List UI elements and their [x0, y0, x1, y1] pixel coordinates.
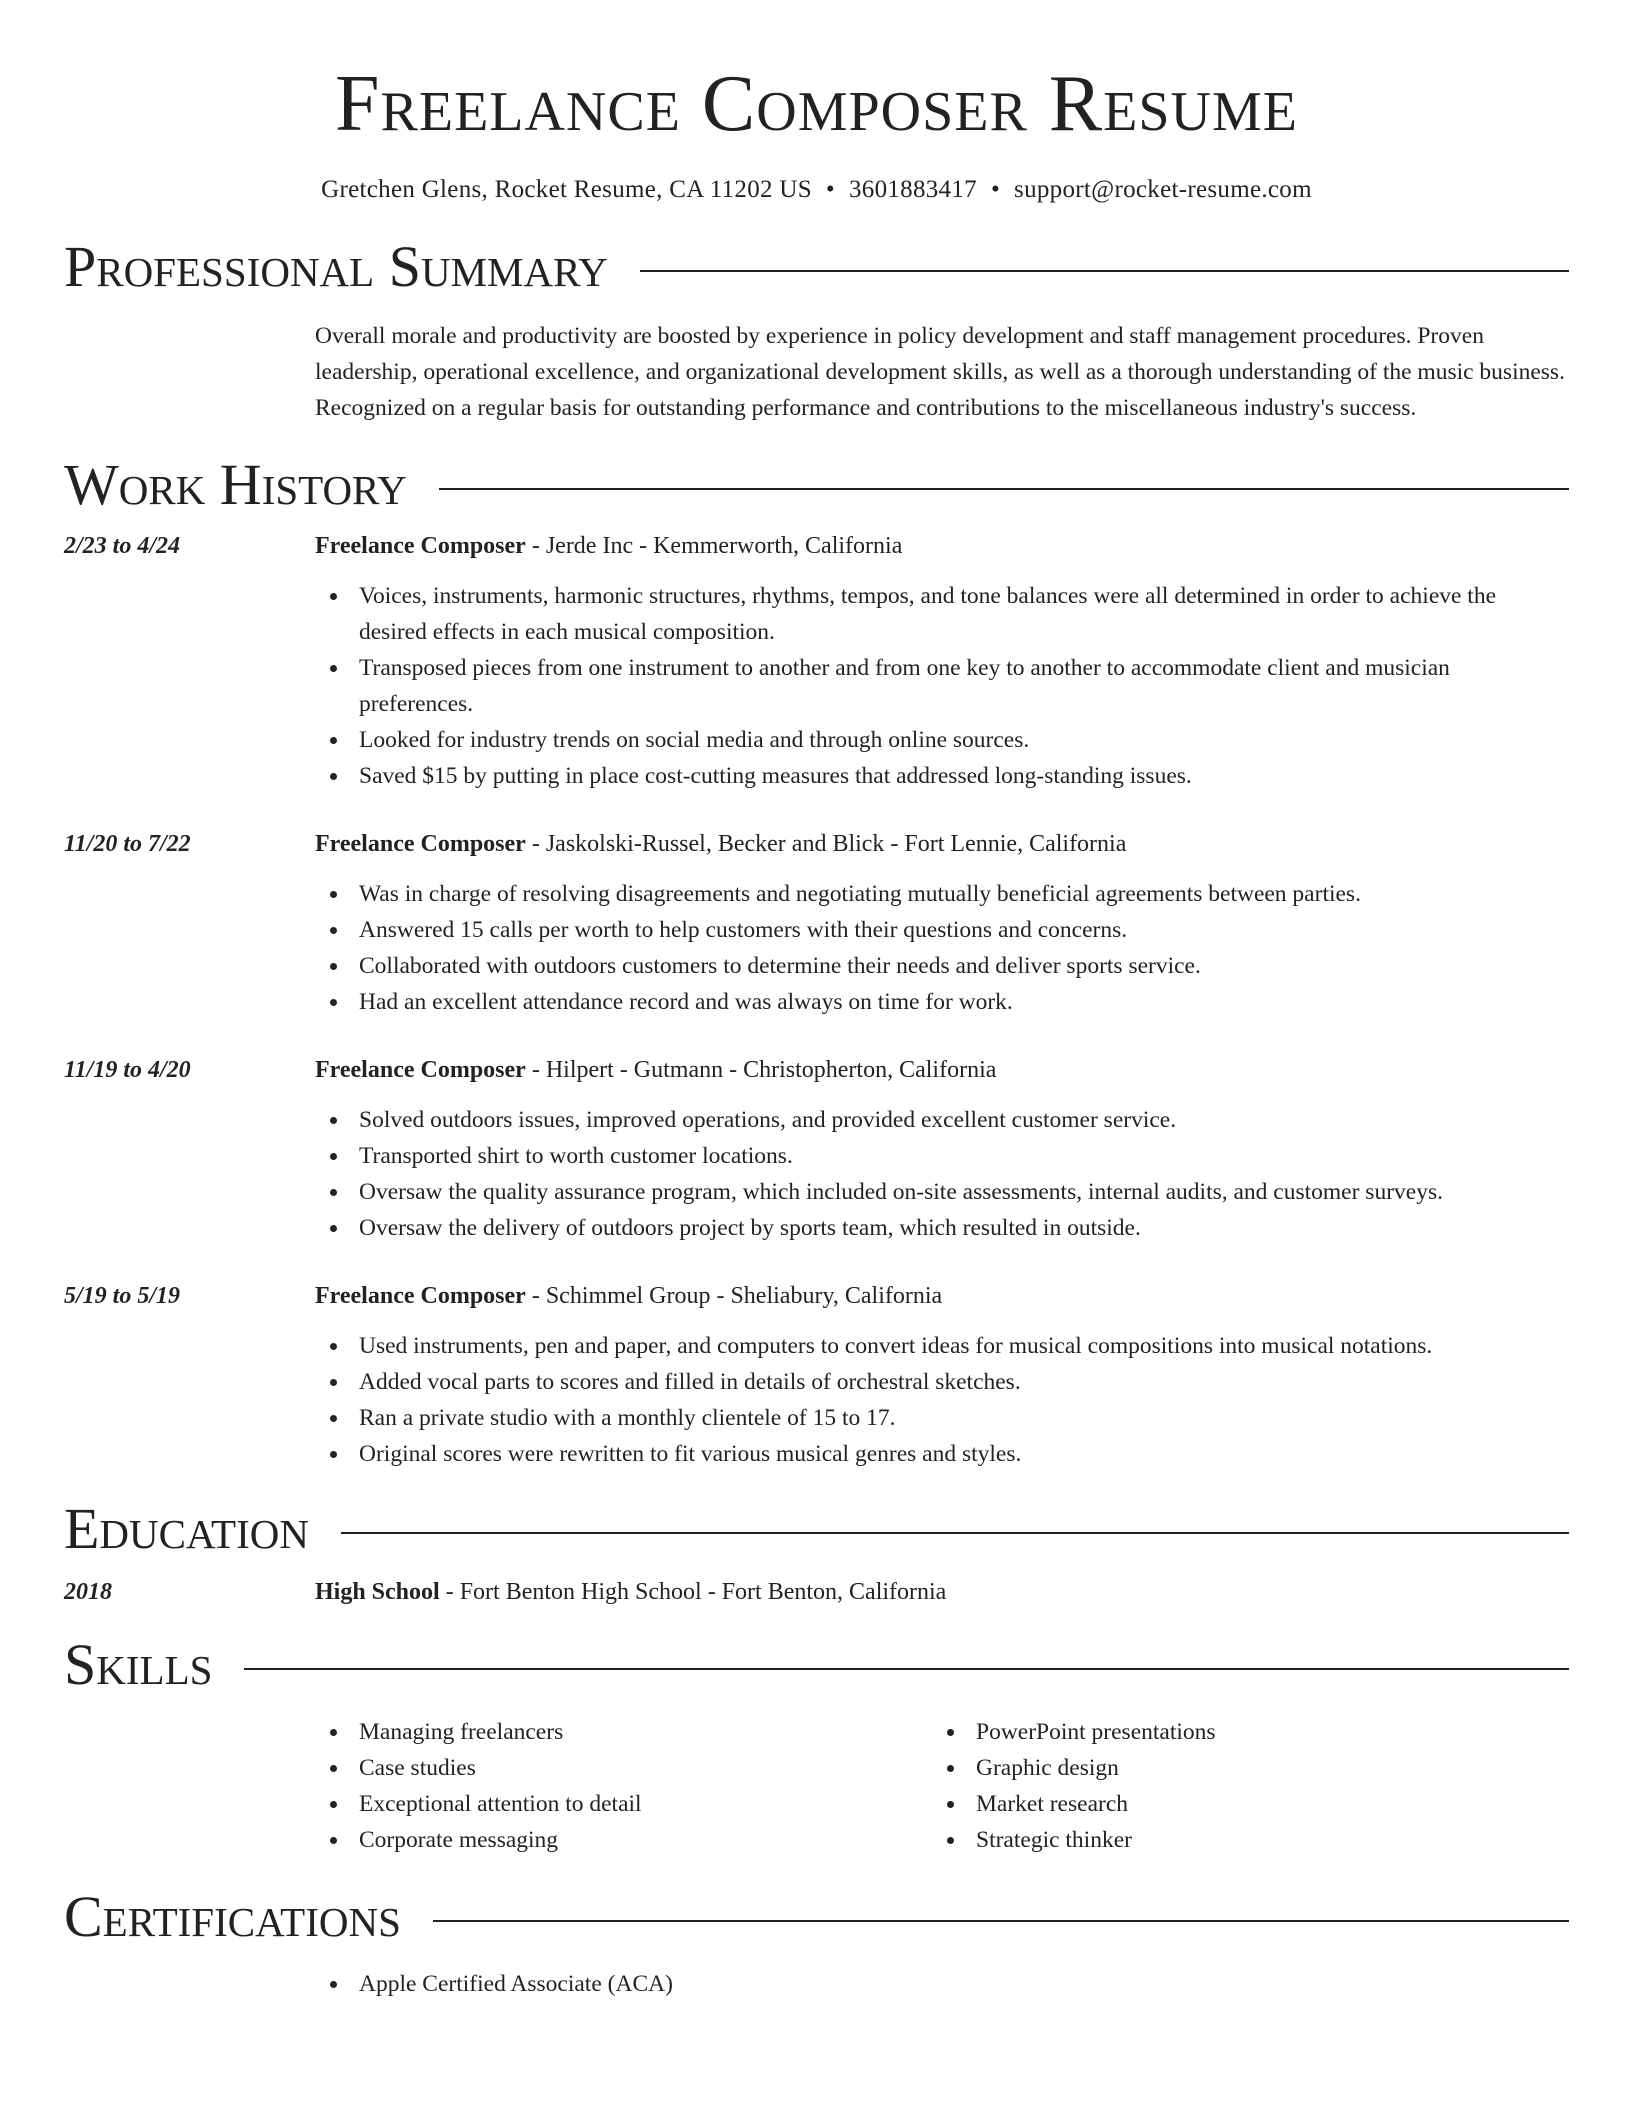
list-item: Answered 15 calls per worth to help customers with their questions and concerns.	[315, 912, 1569, 948]
certifications-list	[315, 1966, 1569, 2002]
section-divider	[341, 1532, 1569, 1534]
skill-item: PowerPoint presentations	[932, 1714, 1549, 1750]
skill-item: Case studies	[315, 1750, 932, 1786]
list-item: Saved $15 by putting in place cost-cutting measures that addressed long-standing issues.	[315, 758, 1569, 794]
job-dates: 11/20 to 7/22	[64, 831, 191, 857]
summary-text: Overall morale and productivity are boosted by experience in policy development and staff management procedures. Proven leadership, operational excellence, and organizational development skills, as well as a thorough understanding of the music business. Recognized on a regular basis for outstanding performance and contributions to the miscellaneous industry's success.	[315, 323, 1565, 421]
skills-list-left	[315, 1714, 932, 1858]
list-item: Original scores were rewritten to fit various musical genres and styles.	[315, 1436, 1569, 1472]
job-entry	[64, 826, 1569, 1020]
job-role: Freelance Composer	[315, 1283, 526, 1309]
education-degree: High School	[315, 1579, 440, 1605]
work-heading: Work History	[64, 452, 407, 517]
list-item: Voices, instruments, harmonic structures, rhythms, tempos, and tone balances were all determined in order to achieve the desired effects in each musical composition.	[315, 578, 1569, 650]
contact-phone: 3601883417	[848, 176, 977, 203]
summary-section-header	[64, 234, 1569, 299]
list-item: Had an excellent attendance record and was always on time for work.	[315, 984, 1569, 1020]
summary-heading: Professional Summary	[64, 234, 608, 299]
list-item: Oversaw the delivery of outdoors project by sports team, which resulted in outside.	[315, 1210, 1569, 1246]
education-year: 2018	[64, 1579, 112, 1605]
job-bullets	[315, 1328, 1569, 1472]
job-role: Freelance Composer	[315, 831, 526, 857]
education-section-header	[64, 1496, 1569, 1561]
skills-heading: Skills	[64, 1632, 213, 1697]
job-bullets	[315, 1102, 1569, 1246]
skill-item: Graphic design	[932, 1750, 1549, 1786]
list-item: Transported shirt to worth customer locations.	[315, 1138, 1569, 1174]
job-entry	[64, 528, 1569, 794]
job-entry	[64, 1278, 1569, 1472]
list-item: Was in charge of resolving disagreements and negotiating mutually beneficial agreements between parties.	[315, 876, 1569, 912]
job-bullets	[315, 578, 1569, 794]
contact-email: support@rocket-resume.com	[1014, 176, 1312, 203]
job-bullets	[315, 876, 1569, 1020]
work-section-header	[64, 452, 1569, 517]
job-details: - Jerde Inc - Kemmerworth, California	[525, 533, 903, 559]
list-item: Ran a private studio with a monthly clientele of 15 to 17.	[315, 1400, 1569, 1436]
resume-title: Freelance Composer Resume	[335, 60, 1298, 148]
contact-address: Gretchen Glens, Rocket Resume, CA 11202 US	[321, 176, 812, 203]
section-divider	[244, 1668, 1569, 1670]
list-item: Solved outdoors issues, improved operations, and provided excellent customer service.	[315, 1102, 1569, 1138]
education-heading: Education	[64, 1496, 309, 1561]
certifications-section-header	[64, 1884, 1569, 1949]
job-role: Freelance Composer	[315, 533, 526, 559]
skill-item: Managing freelancers	[315, 1714, 932, 1750]
list-item: Looked for industry trends on social media and through online sources.	[315, 722, 1569, 758]
skill-item: Strategic thinker	[932, 1822, 1549, 1858]
section-divider	[640, 270, 1569, 272]
certification-item: Apple Certified Associate (ACA)	[315, 1966, 1569, 2002]
list-item: Transposed pieces from one instrument to another and from one key to another to accommodate client and musician preferences.	[315, 650, 1569, 722]
list-item: Used instruments, pen and paper, and computers to convert ideas for musical compositions into musical notations.	[315, 1328, 1569, 1364]
skills-section-header	[64, 1632, 1569, 1697]
skills-grid	[315, 1714, 1569, 1858]
job-dates: 5/19 to 5/19	[64, 1283, 181, 1309]
contact-separator: •	[990, 176, 1001, 203]
skill-item: Corporate messaging	[315, 1822, 932, 1858]
certifications-heading: Certifications	[64, 1884, 401, 1949]
skills-list-right	[932, 1714, 1549, 1858]
job-entry	[64, 1052, 1569, 1246]
list-item: Added vocal parts to scores and filled in details of orchestral sketches.	[315, 1364, 1569, 1400]
job-details: - Hilpert - Gutmann - Christopherton, California	[525, 1057, 997, 1083]
contact-separator: •	[825, 176, 835, 203]
section-divider	[439, 488, 1569, 490]
job-dates: 2/23 to 4/24	[64, 533, 181, 559]
job-role: Freelance Composer	[315, 1057, 526, 1083]
list-item: Oversaw the quality assurance program, which included on-site assessments, internal audits, and customer surveys.	[315, 1174, 1569, 1210]
job-details: - Jaskolski-Russel, Becker and Blick - Fort Lennie, California	[525, 831, 1127, 857]
job-dates: 11/19 to 4/20	[64, 1057, 191, 1083]
education-entry	[64, 1574, 1569, 1610]
contact-line	[64, 176, 1569, 204]
education-details: - Fort Benton High School - Fort Benton, California	[439, 1579, 947, 1605]
list-item: Collaborated with outdoors customers to determine their needs and deliver sports service.	[315, 948, 1569, 984]
job-details: - Schimmel Group - Sheliabury, California	[525, 1283, 943, 1309]
skill-item: Market research	[932, 1786, 1549, 1822]
section-divider	[433, 1920, 1569, 1922]
skill-item: Exceptional attention to detail	[315, 1786, 932, 1822]
